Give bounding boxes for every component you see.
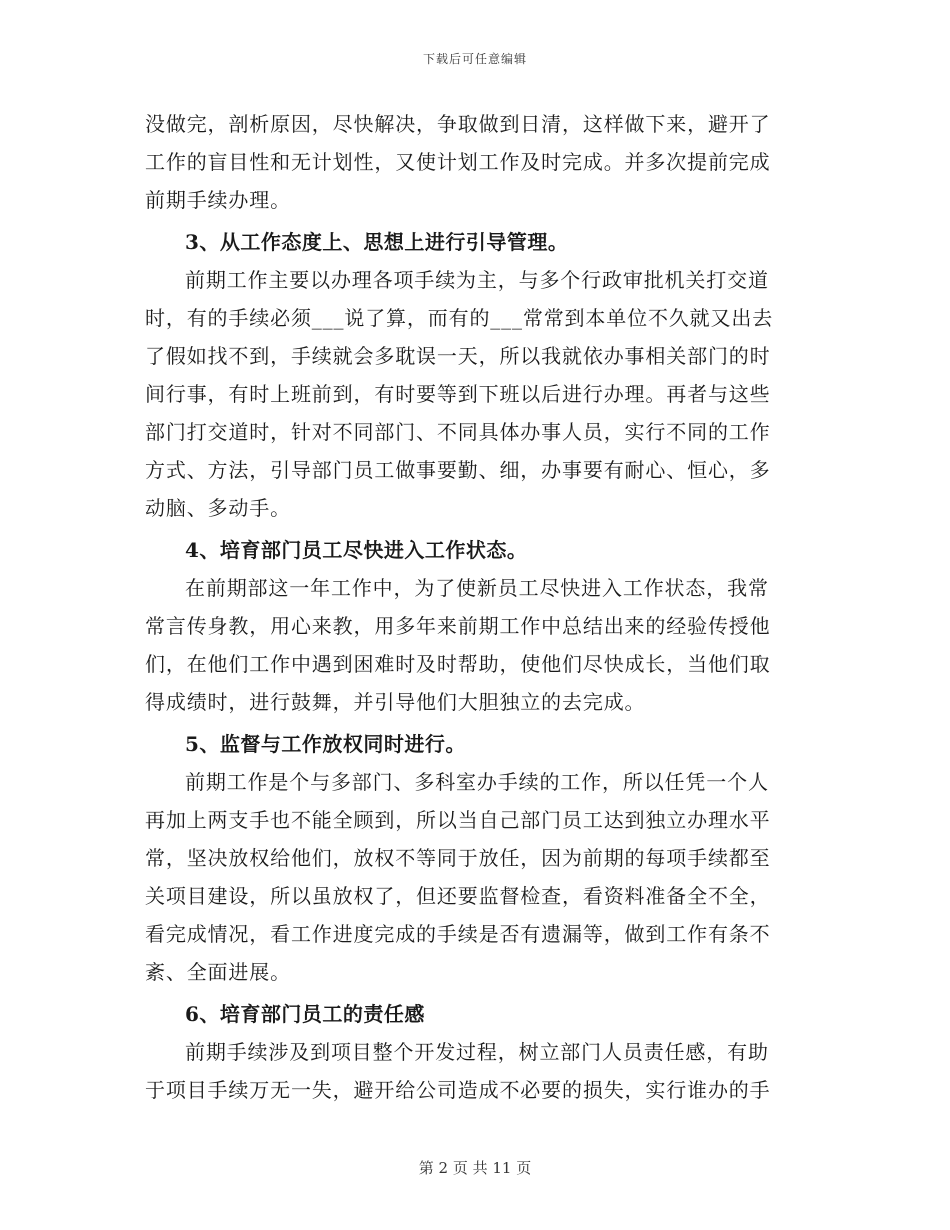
paragraph-line: 部门打交道时，针对不同部门、不同具体办事人员，实行不同的工作 xyxy=(145,420,771,444)
paragraph-line: 常，坚决放权给他们，放权不等同于放任，因为前期的每项手续都至 xyxy=(145,846,771,870)
paragraph-line: 于项目手续万无一失，避开给公司造成不必要的损失，实行谁办的手 xyxy=(145,1078,771,1102)
section-heading-4: 4、培育部门员工尽快进入工作状态。 xyxy=(185,538,528,562)
page-number-footer: 第 2 页 共 11 页 xyxy=(418,1159,532,1177)
paragraph-line: 前期工作主要以办理各项手续为主，与多个行政审批机关打交道 xyxy=(185,268,769,292)
paragraph-line: 工作的盲目性和无计划性，又使计划工作及时完成。并多次提前完成 xyxy=(145,150,771,174)
section-heading-3: 3、从工作态度上、思想上进行引导管理。 xyxy=(185,230,569,254)
paragraph-line: 方式、方法，引导部门员工做事要勤、细，办事要有耐心、恒心，多 xyxy=(145,458,771,482)
paragraph-line: 没做完，剖析原因，尽快解决，争取做到日清，这样做下来，避开了 xyxy=(145,112,771,136)
paragraph-line: 了假如找不到，手续就会多耽误一天，所以我就依办事相关部门的时 xyxy=(145,344,771,368)
document-body xyxy=(145,105,805,1109)
section-heading-6: 6、培育部门员工的责任感 xyxy=(185,1002,425,1026)
page-header-note: 下载后可任意编辑 xyxy=(422,52,527,66)
paragraph-line: 们，在他们工作中遇到困难时及时帮助，使他们尽快成长，当他们取 xyxy=(145,652,771,676)
paragraph-line: 前期工作是个与多部门、多科室办手续的工作，所以任凭一个人 xyxy=(185,770,769,794)
paragraph-line: 紊、全面进展。 xyxy=(145,960,291,984)
paragraph-line: 前期手续办理。 xyxy=(145,188,291,212)
paragraph-line: 在前期部这一年工作中，为了使新员工尽快进入工作状态，我常 xyxy=(185,576,769,600)
paragraph-line: 前期手续涉及到项目整个开发过程，树立部门人员责任感，有助 xyxy=(185,1040,769,1064)
paragraph-line: 得成绩时，进行鼓舞，并引导他们大胆独立的去完成。 xyxy=(145,690,646,714)
section-heading-5: 5、监督与工作放权同时进行。 xyxy=(185,732,466,756)
paragraph-line: 再加上两支手也不能全顾到，所以当自己部门员工达到独立办理水平 xyxy=(145,808,771,832)
paragraph-line: 看完成情况，看工作进度完成的手续是否有遗漏等，做到工作有条不 xyxy=(145,922,771,946)
paragraph-line: 时，有的手续必须___说了算，而有的___常常到本单位不久就又出去 xyxy=(145,306,774,330)
paragraph-line: 关项目建设，所以虽放权了，但还要监督检查，看资料准备全不全， xyxy=(145,884,771,908)
paragraph-line: 常言传身教，用心来教，用多年来前期工作中总结出来的经验传授他 xyxy=(145,614,771,638)
paragraph-line: 动脑、多动手。 xyxy=(145,496,291,520)
paragraph-line: 间行事，有时上班前到，有时要等到下班以后进行办理。再者与这些 xyxy=(145,382,771,406)
